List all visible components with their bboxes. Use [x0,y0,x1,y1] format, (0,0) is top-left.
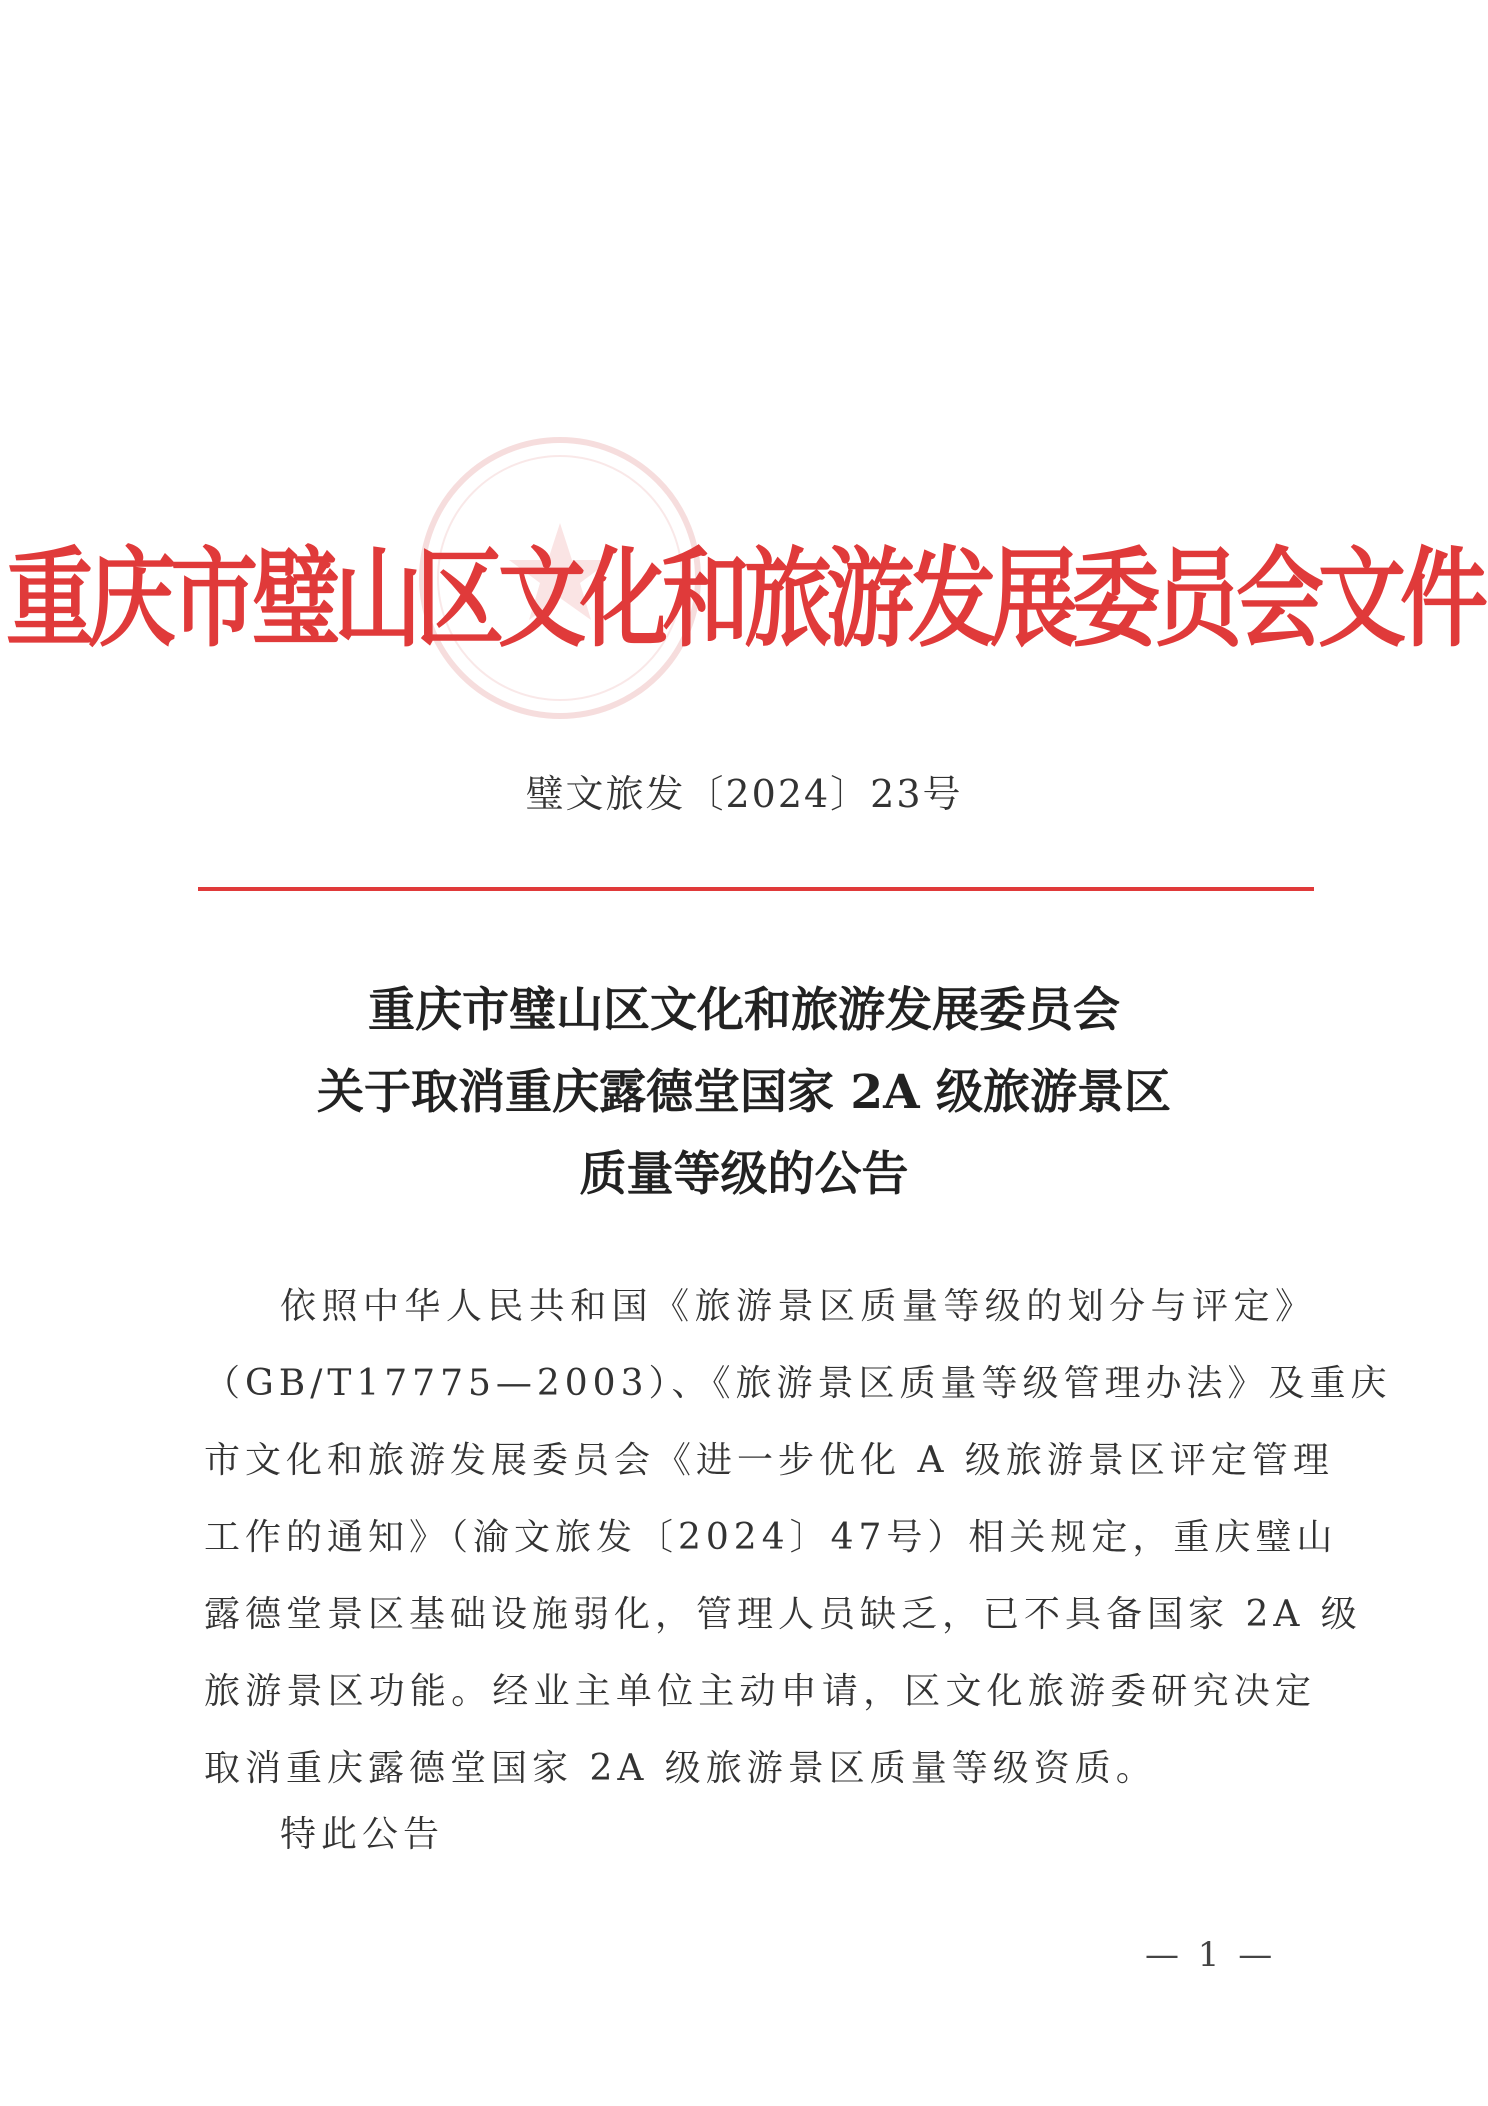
body-line-1: 依照中华人民共和国《旅游景区质量等级的划分与评定》 [280,1286,1316,1327]
body-line-5: 露德堂景区基础设施弱化，管理人员缺乏，已不具备国家 2A 级 [204,1594,1362,1635]
document-number: 璧文旅发〔2024〕23号 [525,772,963,816]
closing-statement: 特此公告 [280,1814,445,1855]
notice-title-line-1: 重庆市璧山区文化和旅游发展委员会 [368,983,1120,1038]
body-line-4: 工作的通知》（渝文旅发〔2024〕47号）相关规定，重庆璧山 [204,1517,1338,1558]
notice-body [204,1268,1392,1807]
body-line-6: 旅游景区功能。经业主单位主动申请，区文化旅游委研究决定 [204,1671,1316,1712]
body-line-7: 取消重庆露德堂国家 2A 级旅游景区质量等级资质。 [204,1748,1157,1789]
page-number: — 1 — [1145,1935,1277,1975]
body-line-3: 市文化和旅游发展委员会《进一步优化 A 级旅游景区评定管理 [204,1440,1334,1481]
notice-title-line-2: 关于取消重庆露德堂国家 2A 级旅游景区 [317,1065,1171,1120]
issuing-authority-header: 重庆市璧山区文化和旅游发展委员会文件 [5,534,1482,662]
notice-title-line-3: 质量等级的公告 [579,1147,909,1202]
body-line-2: （GB/T17775—2003）、《旅游景区质量等级管理办法》及重庆 [204,1363,1392,1404]
notice-title [0,970,1488,1216]
red-divider-line [198,887,1314,891]
